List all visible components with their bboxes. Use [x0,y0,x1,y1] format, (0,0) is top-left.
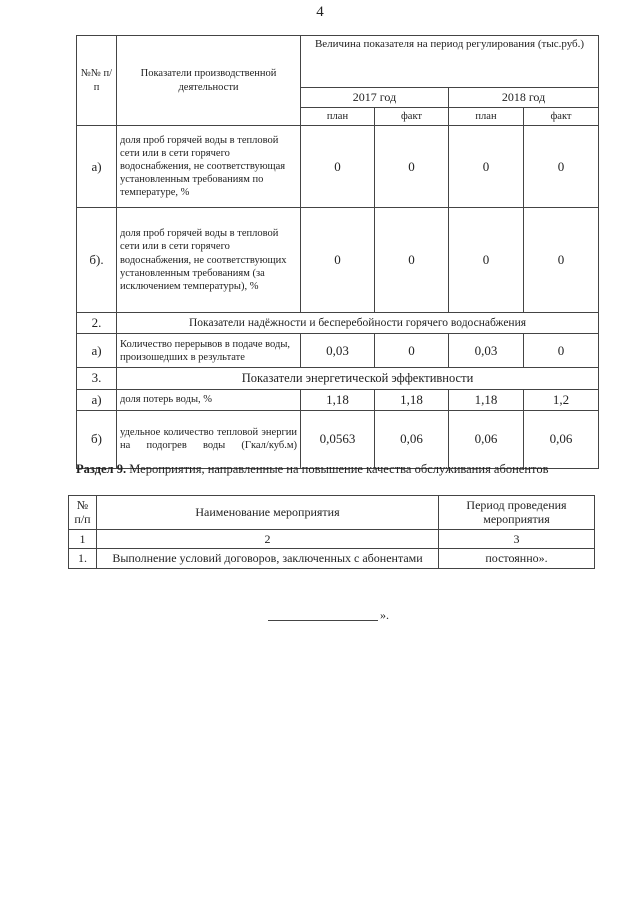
header-year-2018: 2018 год [449,88,599,108]
section-9-heading [76,462,606,477]
cell-value: 0 [524,208,599,313]
cell-value: 0 [301,208,375,313]
table-row [69,549,595,568]
row-num: а) [77,389,117,410]
row-indicator: Количество перерывов в подаче воды, произошедших в результате [117,334,301,368]
section-num: 3. [77,368,117,389]
row-indicator: доля проб горячей воды в тепловой сети или в сети горячего водоснабжения, не соответствующая установленным требованиям по температуре, % [117,126,301,208]
cell-value: 0,03 [449,334,524,368]
row-indicator: удельное количество тепловой энергии на подогрев воды (Гкал/куб.м) [117,410,301,468]
header-year-2017: 2017 год [301,88,449,108]
header-fact: факт [524,108,599,126]
cell-value: 0,06 [524,410,599,468]
header-indicator: Показатели производственной деятельности [117,36,301,126]
cell-value: 0,06 [375,410,449,468]
measure-period: постоянно». [439,549,595,568]
header-plan: план [449,108,524,126]
cell-value: 1,18 [449,389,524,410]
table-row [77,389,599,410]
row-num: а) [77,126,117,208]
section-row [77,368,599,389]
column-number: 3 [439,529,595,548]
table-row [77,126,599,208]
header-period: Период проведения мероприятия [439,496,595,530]
section-title: Показатели энергетической эффективности [117,368,599,389]
table-row [77,410,599,468]
row-num: 1. [69,549,97,568]
header-plan: план [301,108,375,126]
cell-value: 0 [449,208,524,313]
cell-value: 0,0563 [301,410,375,468]
cell-value: 1,18 [375,389,449,410]
section-row [77,313,599,334]
cell-value: 0,06 [449,410,524,468]
measures-table [68,495,595,569]
indicators-table [76,35,599,469]
header-num: №№ п/п [77,36,117,126]
cell-value: 0 [524,126,599,208]
header-num: № п/п [69,496,97,530]
cell-value: 0 [301,126,375,208]
row-num: б) [77,410,117,468]
row-num: б). [77,208,117,313]
cell-value: 0 [524,334,599,368]
page-number: 4 [316,4,324,20]
closing-quote: ». [380,608,389,622]
section-num: 2. [77,313,117,334]
section-label: Раздел 9. [76,462,127,476]
cell-value: 0 [375,208,449,313]
header-fact: факт [375,108,449,126]
table-row [77,208,599,313]
cell-value: 0,03 [301,334,375,368]
section-title: Мероприятия, направленные на повышение качества обслуживания абонентов [129,462,549,476]
cell-value: 1,2 [524,389,599,410]
cell-value: 0 [375,126,449,208]
cell-value: 1,18 [301,389,375,410]
cell-value: 0 [375,334,449,368]
column-number: 1 [69,529,97,548]
header-name: Наименование мероприятия [97,496,439,530]
row-num: а) [77,334,117,368]
measure-name: Выполнение условий договоров, заключенных с абонентами [97,549,439,568]
row-indicator: доля потерь воды, % [117,389,301,410]
column-number: 2 [97,529,439,548]
section-title: Показатели надёжности и бесперебойности горячего водоснабжения [117,313,599,334]
header-value: Величина показателя на период регулирования (тыс.руб.) [301,36,599,88]
signature-line [268,620,378,621]
cell-value: 0 [449,126,524,208]
row-indicator: доля проб горячей воды в тепловой сети или в сети горячего водоснабжения, не соответствующих установленным требованиям (за исключением температуры), % [117,208,301,313]
table-row [77,334,599,368]
